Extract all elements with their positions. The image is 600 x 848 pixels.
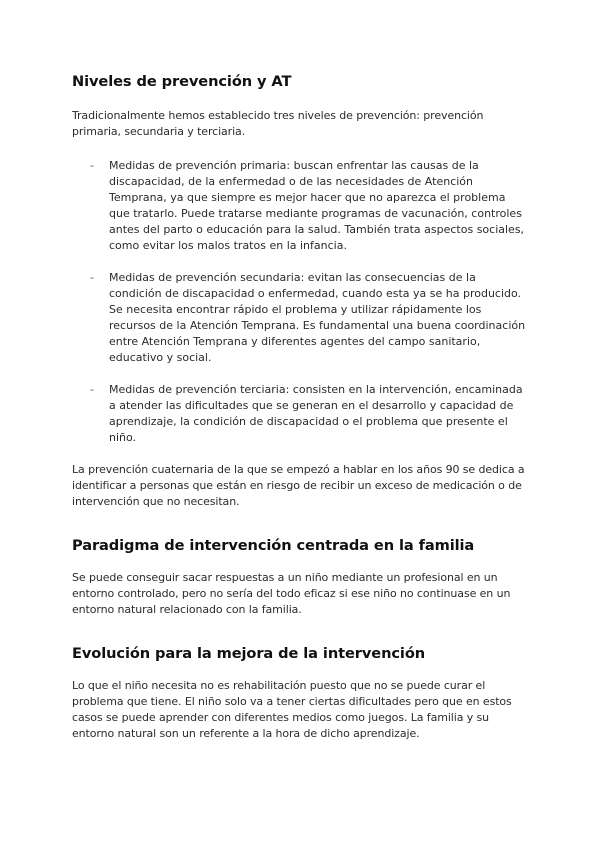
section-niveles-prevencion xyxy=(72,72,528,510)
bullet-dash: - xyxy=(90,383,94,396)
section-evolucion-intervencion xyxy=(72,644,528,742)
list-item xyxy=(72,158,528,254)
prevention-measures-list xyxy=(72,158,528,446)
list-item-text: Medidas de prevención terciaria: consisten en la intervención, encaminada a atender las dificultades que se generan en el desarrollo y capacidad de aprendizaje, la condición de discapacidad o el problema que presente el niño. xyxy=(109,383,523,444)
section-heading: Niveles de prevención y AT xyxy=(72,73,292,90)
section-intro-paragraph: Tradicionalmente hemos establecido tres niveles de prevención: prevención primaria, secundaria y terciaria. xyxy=(72,109,484,138)
section-heading: Paradigma de intervención centrada en la familia xyxy=(72,537,475,554)
bullet-dash: - xyxy=(90,159,94,172)
section-body-paragraph: Lo que el niño necesita no es rehabilitación puesto que no se puede curar el problema que tiene. El niño solo va a tener ciertas dificultades pero que en estos casos se puede aprender con diferentes medios como juegos. La familia y su entorno natural son un referente a la hora de dicho aprendizaje. xyxy=(72,679,512,740)
list-item-text: Medidas de prevención primaria: buscan enfrentar las causas de la discapacidad, de la enfermedad o de las necesidades de Atención Temprana, ya que siempre es mejor hacer que no aparezca el problema que tratarlo. Puede tratarse mediante programas de vacunación, controles antes del parto o educación para la salud. También trata aspectos sociales, como evitar los malos tratos en la infancia. xyxy=(109,159,525,252)
list-item xyxy=(72,382,528,446)
section-body-paragraph: Se puede conseguir sacar respuestas a un niño mediante un profesional en un entorno controlado, pero no sería del todo eficaz si ese niño no continuase en un entorno natural relacionado con la familia. xyxy=(72,571,511,616)
list-item xyxy=(72,270,528,366)
bullet-dash: - xyxy=(90,271,94,284)
list-item-text: Medidas de prevención secundaria: evitan las consecuencias de la condición de discapacidad o enfermedad, cuando esta ya se ha producido. Se necesita encontrar rápido el problema y utilizar rápidamente los recursos de la Atención Temprana. Es fundamental una buena coordinación entre Atención Temprana y diferentes agentes del campo sanitario, educativo y social. xyxy=(109,271,526,364)
section-heading: Evolución para la mejora de la intervención xyxy=(72,645,426,662)
section-closing-paragraph: La prevención cuaternaria de la que se empezó a hablar en los años 90 se dedica a identificar a personas que están en riesgo de recibir un exceso de medicación o de intervención que no necesitan. xyxy=(72,463,525,508)
section-paradigma-familia xyxy=(72,536,528,618)
